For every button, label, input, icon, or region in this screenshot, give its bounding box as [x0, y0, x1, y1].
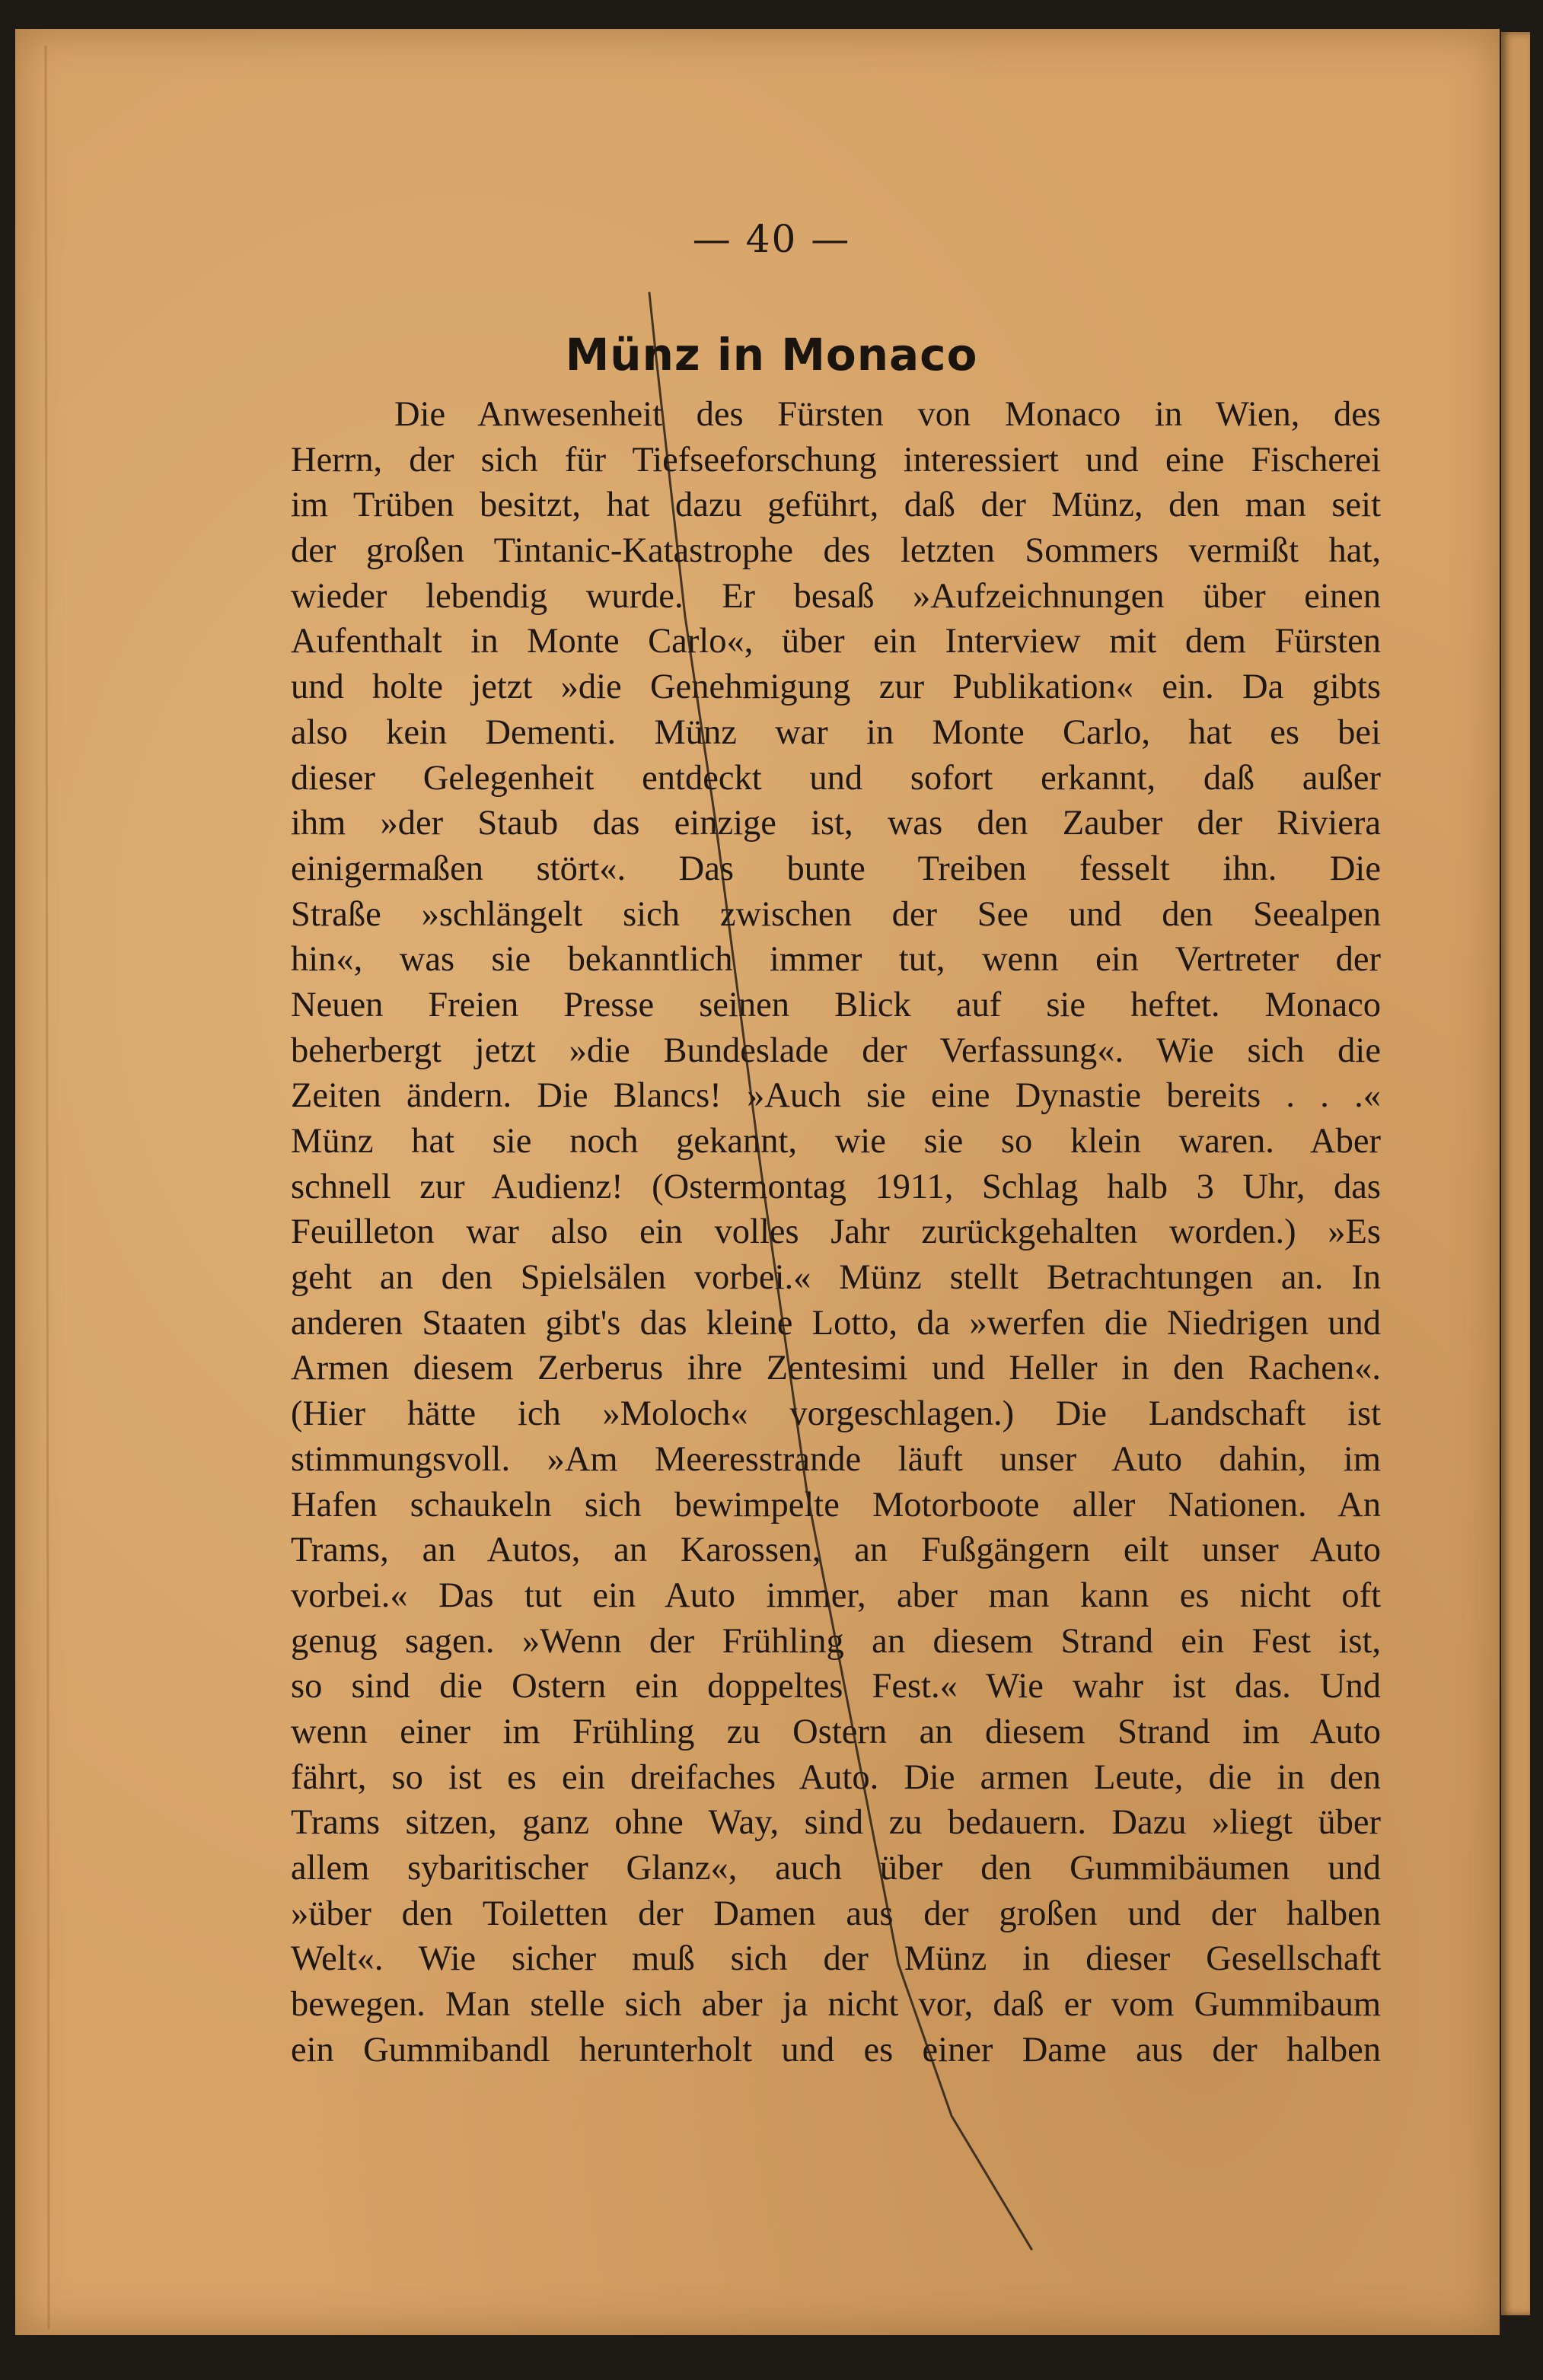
- text-line: stimmungsvoll. »Am Meeresstrande läuft unser Auto dahin, im: [291, 1439, 1381, 1479]
- text-line: genug sagen. »Wenn der Frühling an diesem Strand ein Fest ist,: [291, 1621, 1381, 1661]
- text-line: dieser Gelegenheit entdeckt und sofort erkannt, daß außer: [291, 758, 1381, 798]
- text-line: geht an den Spielsälen vorbei.« Münz stellt Betrachtungen an. In: [291, 1258, 1381, 1298]
- text-line: beherbergt jetzt »die Bundeslade der Verfassung«. Wie sich die: [291, 1031, 1381, 1070]
- text-line: wieder lebendig wurde. Er besaß »Aufzeichnungen über einen: [291, 576, 1381, 616]
- text-line: ein Gummibandl herunterholt und es einer Dame aus der halben: [291, 2030, 1381, 2069]
- text-line: hin«, was sie bekanntlich immer tut, wenn ein Vertreter der: [291, 940, 1381, 980]
- page-number: — 40 —: [692, 217, 851, 261]
- text-line: Welt«. Wie sicher muß sich der Münz in dieser Gesellschaft: [291, 1939, 1381, 1979]
- body-text: [291, 392, 1381, 2073]
- text-line: Feuilleton war also ein volles Jahr zurückgehalten worden.) »Es: [291, 1212, 1381, 1252]
- text-line: der großen Tintanic-Katastrophe des letzten Sommers vermißt hat,: [291, 531, 1381, 571]
- text-line: Neuen Freien Presse seinen Blick auf sie heftet. Monaco: [291, 985, 1381, 1024]
- text-line: wenn einer im Frühling zu Ostern an diesem Strand im Auto: [291, 1712, 1381, 1751]
- text-line: Herrn, der sich für Tiefseeforschung interessiert und eine Fischerei: [291, 440, 1381, 480]
- text-line: Zeiten ändern. Die Blancs! »Auch sie eine Dynastie bereits . . .«: [291, 1076, 1381, 1116]
- text-line: (Hier hätte ich »Moloch« vorgeschlagen.) Die Landschaft ist: [291, 1394, 1381, 1434]
- text-line: Trams, an Autos, an Karossen, an Fußgängern eilt unser Auto: [291, 1531, 1381, 1570]
- text-line: Münz hat sie noch gekannt, wie sie so klein waren. Aber: [291, 1122, 1381, 1161]
- text-line: und holte jetzt »die Genehmigung zur Publikation« ein. Da gibts: [291, 667, 1381, 707]
- text-line: vorbei.« Das tut ein Auto immer, aber man kann es nicht oft: [291, 1576, 1381, 1615]
- text-line: Hafen schaukeln sich bewimpelte Motorboote aller Nationen. An: [291, 1485, 1381, 1525]
- text-line: Armen diesem Zerberus ihre Zentesimi und Heller in den Rachen«.: [291, 1349, 1381, 1388]
- text-line: also kein Dementi. Münz war in Monte Carlo, hat es bei: [291, 712, 1381, 752]
- text-line: »über den Toiletten der Damen aus der großen und der halben: [291, 1894, 1381, 1933]
- text-line: einigermaßen stört«. Das bunte Treiben fesselt ihn. Die: [291, 849, 1381, 888]
- text-line: allem sybaritischer Glanz«, auch über den Gummibäumen und: [291, 1849, 1381, 1888]
- text-line: Straße »schlängelt sich zwischen der See und den Seealpen: [291, 894, 1381, 934]
- text-line: im Trüben besitzt, hat dazu geführt, daß der Münz, den man seit: [291, 486, 1381, 525]
- text-line: Die Anwesenheit des Fürsten von Monaco in Wien, des: [394, 395, 1381, 434]
- text-line: Trams sitzen, ganz ohne Way, sind zu bedauern. Dazu »liegt über: [291, 1803, 1381, 1843]
- article-title: Münz in Monaco: [565, 329, 978, 381]
- text-line: so sind die Ostern ein doppeltes Fest.« Wie wahr ist das. Und: [291, 1667, 1381, 1706]
- text-line: anderen Staaten gibt's das kleine Lotto, da »werfen die Niedrigen und: [291, 1303, 1381, 1343]
- text-line: bewegen. Man stelle sich aber ja nicht vor, daß er vom Gummibaum: [291, 1985, 1381, 2025]
- text-line: schnell zur Audienz! (Ostermontag 1911, Schlag halb 3 Uhr, das: [291, 1167, 1381, 1206]
- text-line: ihm »der Staub das einzige ist, was den Zauber der Riviera: [291, 804, 1381, 843]
- text-line: Aufenthalt in Monte Carlo«, über ein Interview mit dem Fürsten: [291, 622, 1381, 661]
- text-line: fährt, so ist es ein dreifaches Auto. Die armen Leute, die in den: [291, 1757, 1381, 1797]
